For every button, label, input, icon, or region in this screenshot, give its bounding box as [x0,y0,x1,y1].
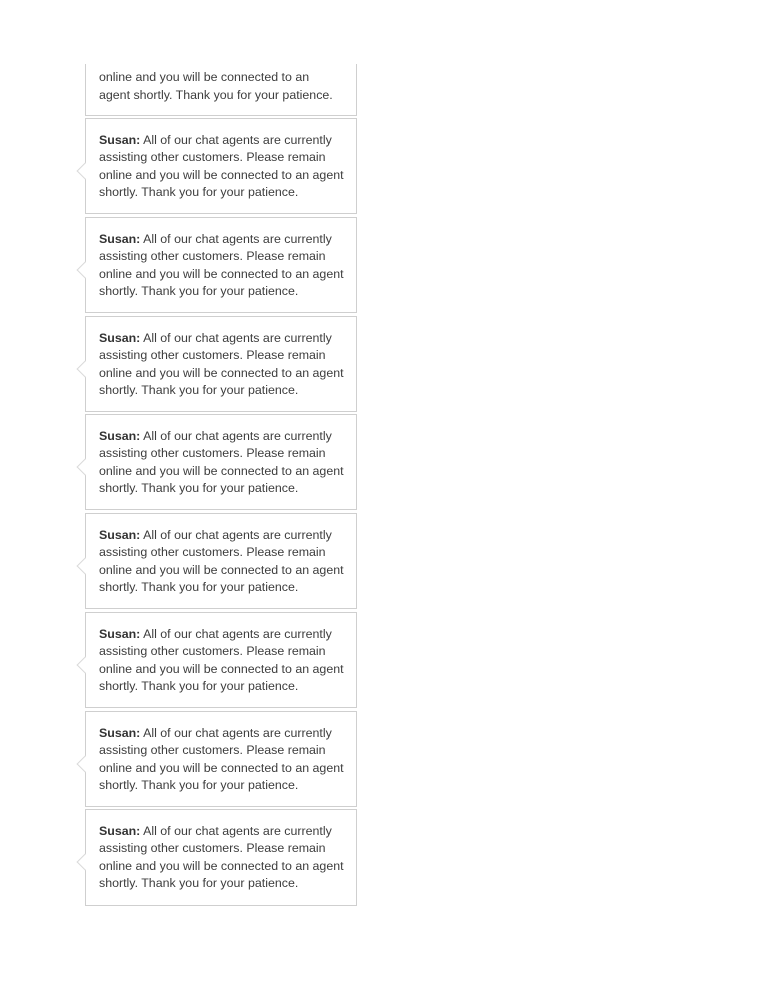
bubble-tail [77,163,94,180]
bubble-tail [77,558,94,575]
message-body: All of our chat agents are currently assisting other customers. Please remain online and you will be connected to an agent shortly. Thank you for your patience. [99,133,344,200]
message-body: All of our chat agents are currently assisting other customers. Please remain online and you will be connected to an agent shortly. Thank you for your patience. [99,232,344,299]
chat-message [85,217,357,313]
message-text [99,823,349,893]
message-text [99,626,349,696]
message-line: agent shortly. Thank you for your patience. [99,87,333,102]
bubble-tail [77,262,94,279]
message-body: All of our chat agents are currently assisting other customers. Please remain online and you will be connected to an agent shortly. Thank you for your patience. [99,627,344,694]
chat-message [85,612,357,708]
message-text [99,527,349,597]
message-text [99,231,349,301]
bubble-tail [77,459,94,476]
message-body: All of our chat agents are currently assisting other customers. Please remain online and you will be connected to an agent shortly. Thank you for your patience. [99,824,344,891]
message-sender: Susan: [99,331,141,345]
chat-message [85,809,357,906]
message-text [99,725,349,795]
message-sender: Susan: [99,133,141,147]
chat-message-partial [85,64,357,116]
message-sender: Susan: [99,232,141,246]
message-text [99,428,349,498]
message-body: All of our chat agents are currently assisting other customers. Please remain online and you will be connected to an agent shortly. Thank you for your patience. [99,528,344,595]
chat-message [85,711,357,807]
message-body: All of our chat agents are currently assisting other customers. Please remain online and you will be connected to an agent shortly. Thank you for your patience. [99,726,344,793]
bubble-tail [77,854,94,871]
chat-message [85,513,357,609]
message-sender: Susan: [99,429,141,443]
bubble-tail [77,361,94,378]
bubble-tail [77,657,94,674]
message-text [99,69,349,104]
chat-message [85,118,357,214]
message-line: online and you will be connected to an [99,70,310,85]
message-body: All of our chat agents are currently assisting other customers. Please remain online and you will be connected to an agent shortly. Thank you for your patience. [99,331,344,398]
message-sender: Susan: [99,824,141,838]
chat-message [85,414,357,510]
message-text [99,132,349,202]
message-body: All of our chat agents are currently assisting other customers. Please remain online and you will be connected to an agent shortly. Thank you for your patience. [99,429,344,496]
bubble-tail [77,756,94,773]
chat-message [85,316,357,412]
message-sender: Susan: [99,726,141,740]
message-text [99,330,349,400]
message-sender: Susan: [99,627,141,641]
message-sender: Susan: [99,528,141,542]
